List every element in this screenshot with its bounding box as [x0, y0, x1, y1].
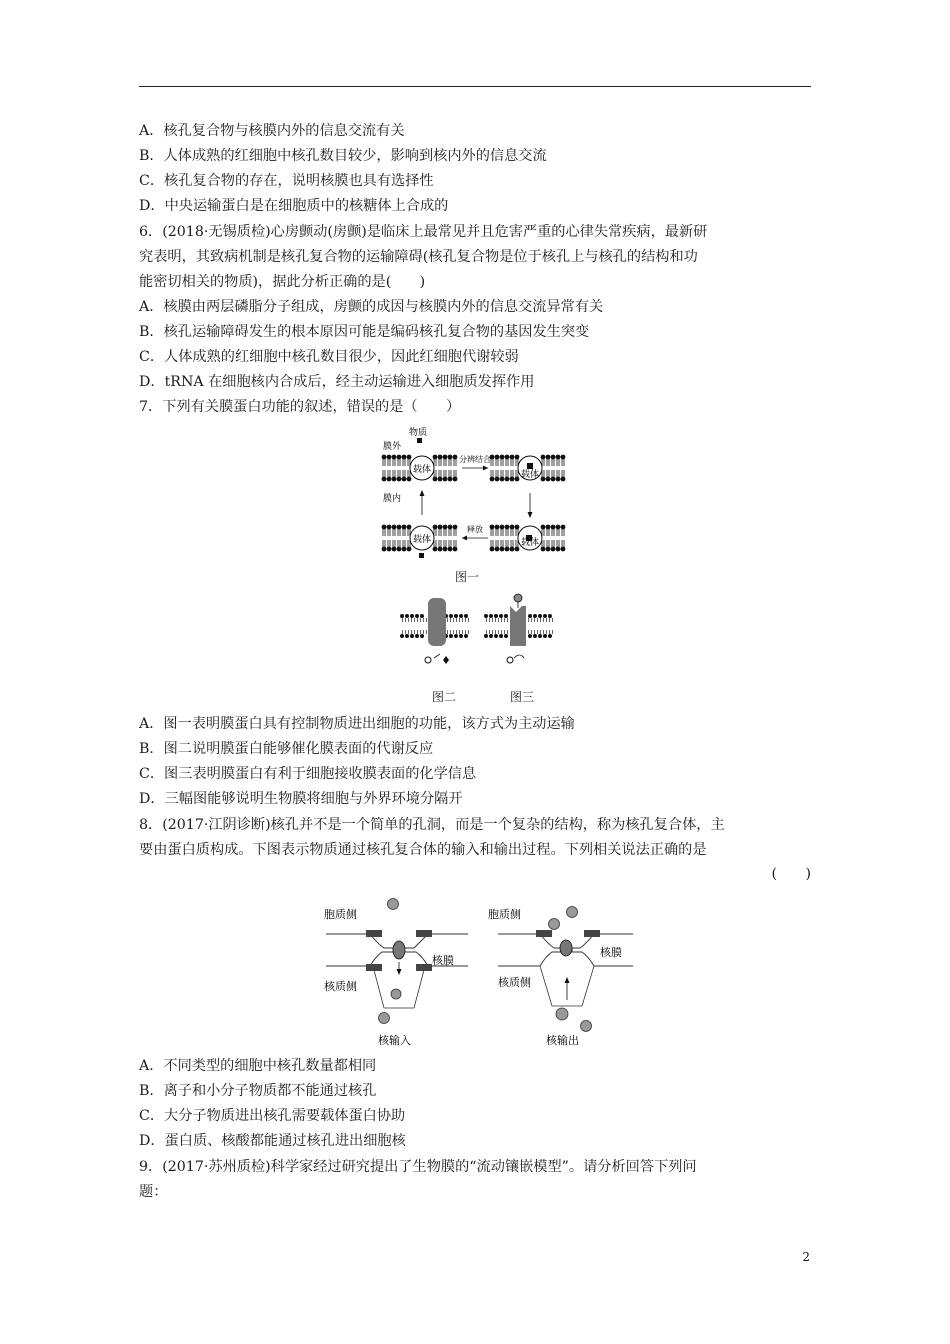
q7-figure-2-3: [398, 592, 558, 674]
figure-3-caption: 图三: [510, 690, 535, 704]
release-label: 释放: [467, 525, 483, 534]
header-rule: [139, 86, 811, 87]
page-number: 2: [802, 1250, 810, 1264]
import-panel: [324, 899, 468, 1048]
q9-stem-line2: 题：: [139, 1184, 168, 1200]
carrier-label-2: 载体: [520, 470, 540, 480]
carrier-label-3: 载体: [412, 535, 432, 545]
export-panel: [488, 907, 633, 1048]
q8-answer-paren: ( ): [771, 866, 811, 882]
substance-square-icon: [417, 438, 422, 443]
q6-stem-line3: 能密切相关的物质)，据此分析正确的是( ): [139, 274, 426, 290]
q8-option-b: B．离子和小分子物质都不能通过核孔: [139, 1083, 377, 1099]
nucleo-label-2: 核质侧: [498, 976, 531, 989]
q9-stem-line1: 9．(2017·苏州质检)科学家经过研究提出了生物膜的“流动镶嵌模型”。请分析回答下列问: [139, 1159, 697, 1175]
cyto-label-1: 胞质侧: [324, 908, 357, 921]
q7-stem: 7．下列有关膜蛋白功能的叙述，错误的是（ ）: [139, 399, 461, 415]
figure-3: [484, 594, 554, 663]
q6-option-b: B．核孔运输障碍发生的根本原因可能是编码核孔复合物的基因发生突变: [139, 324, 590, 340]
nucleo-label-1: 核质侧: [324, 980, 357, 993]
q5-option-a: A．核孔复合物与核膜内外的信息交流有关: [139, 123, 405, 139]
figure-2: [400, 598, 470, 664]
import-label: 核输入: [378, 1034, 411, 1047]
q8-option-d: D．蛋白质、核酸都能通过核孔进出细胞核: [139, 1133, 406, 1149]
bind-label: 分辨结合: [459, 455, 491, 464]
q8-option-a: A．不同类型的细胞中核孔数量都相同: [139, 1058, 377, 1074]
q7-option-a: A．图一表明膜蛋白具有控制物质进出细胞的功能，该方式为主动运输: [139, 716, 575, 732]
q7-figure-1: [378, 425, 578, 585]
q5-option-d: D．中央运输蛋白是在细胞质中的核糖体上合成的: [139, 198, 449, 214]
q6-option-d: D．tRNA 在细胞核内合成后，经主动运输进入细胞质发挥作用: [139, 374, 535, 390]
q7-option-d: D．三幅图能够说明生物膜将细胞与外界环境分隔开: [139, 791, 463, 807]
q6-option-a: A．核膜由两层磷脂分子组成，房颤的成因与核膜内外的信息交流异常有关: [139, 299, 604, 315]
q8-option-c: C．大分子物质进出核孔需要载体蛋白协助: [139, 1108, 406, 1124]
q8-stem-line2: 要由蛋白质构成。下图表示物质通过核孔复合体的输入和输出过程。下列相关说法正确的是: [139, 842, 707, 858]
q8-stem-line1: 8．(2017·江阴诊断)核孔并不是一个简单的孔洞，而是一个复杂的结构，称为核孔复合体，主: [139, 817, 725, 833]
q8-nuclear-pore-figure: [318, 890, 638, 1060]
figure-1-caption: 图一: [455, 570, 480, 584]
figure-2-caption: 图二: [432, 690, 457, 704]
carrier-label-1: 载体: [412, 465, 432, 475]
q5-option-b: B．人体成熟的红细胞中核孔数目较少，影响到核内外的信息交流: [139, 148, 547, 164]
q6-stem-line2: 究表明，其致病机制是核孔复合物的运输障碍(核孔复合物是位于核孔上与核孔的结构和功: [139, 249, 698, 265]
q7-option-b: B．图二说明膜蛋白能够催化膜表面的代谢反应: [139, 741, 434, 757]
outside-label: 膜外: [383, 442, 402, 452]
inside-label: 膜内: [383, 494, 402, 504]
q6-stem-line1: 6．(2018·无锡质检)心房颤动(房颤)是临床上最常见并且危害严重的心律失常疾病，最新研: [139, 224, 708, 240]
membrane-label-2: 核膜: [600, 946, 622, 959]
q6-option-c: C．人体成熟的红细胞中核孔数目很少，因此红细胞代谢较弱: [139, 349, 519, 365]
q7-option-c: C．图三表明膜蛋白有利于细胞接收膜表面的化学信息: [139, 766, 477, 782]
carrier-label-4: 载体: [520, 538, 540, 548]
substance-label: 物质: [408, 428, 428, 438]
membrane-label-1: 核膜: [432, 954, 454, 967]
cyto-label-2: 胞质侧: [488, 908, 521, 921]
export-label: 核输出: [546, 1034, 579, 1047]
q5-option-c: C．核孔复合物的存在，说明核膜也具有选择性: [139, 173, 434, 189]
